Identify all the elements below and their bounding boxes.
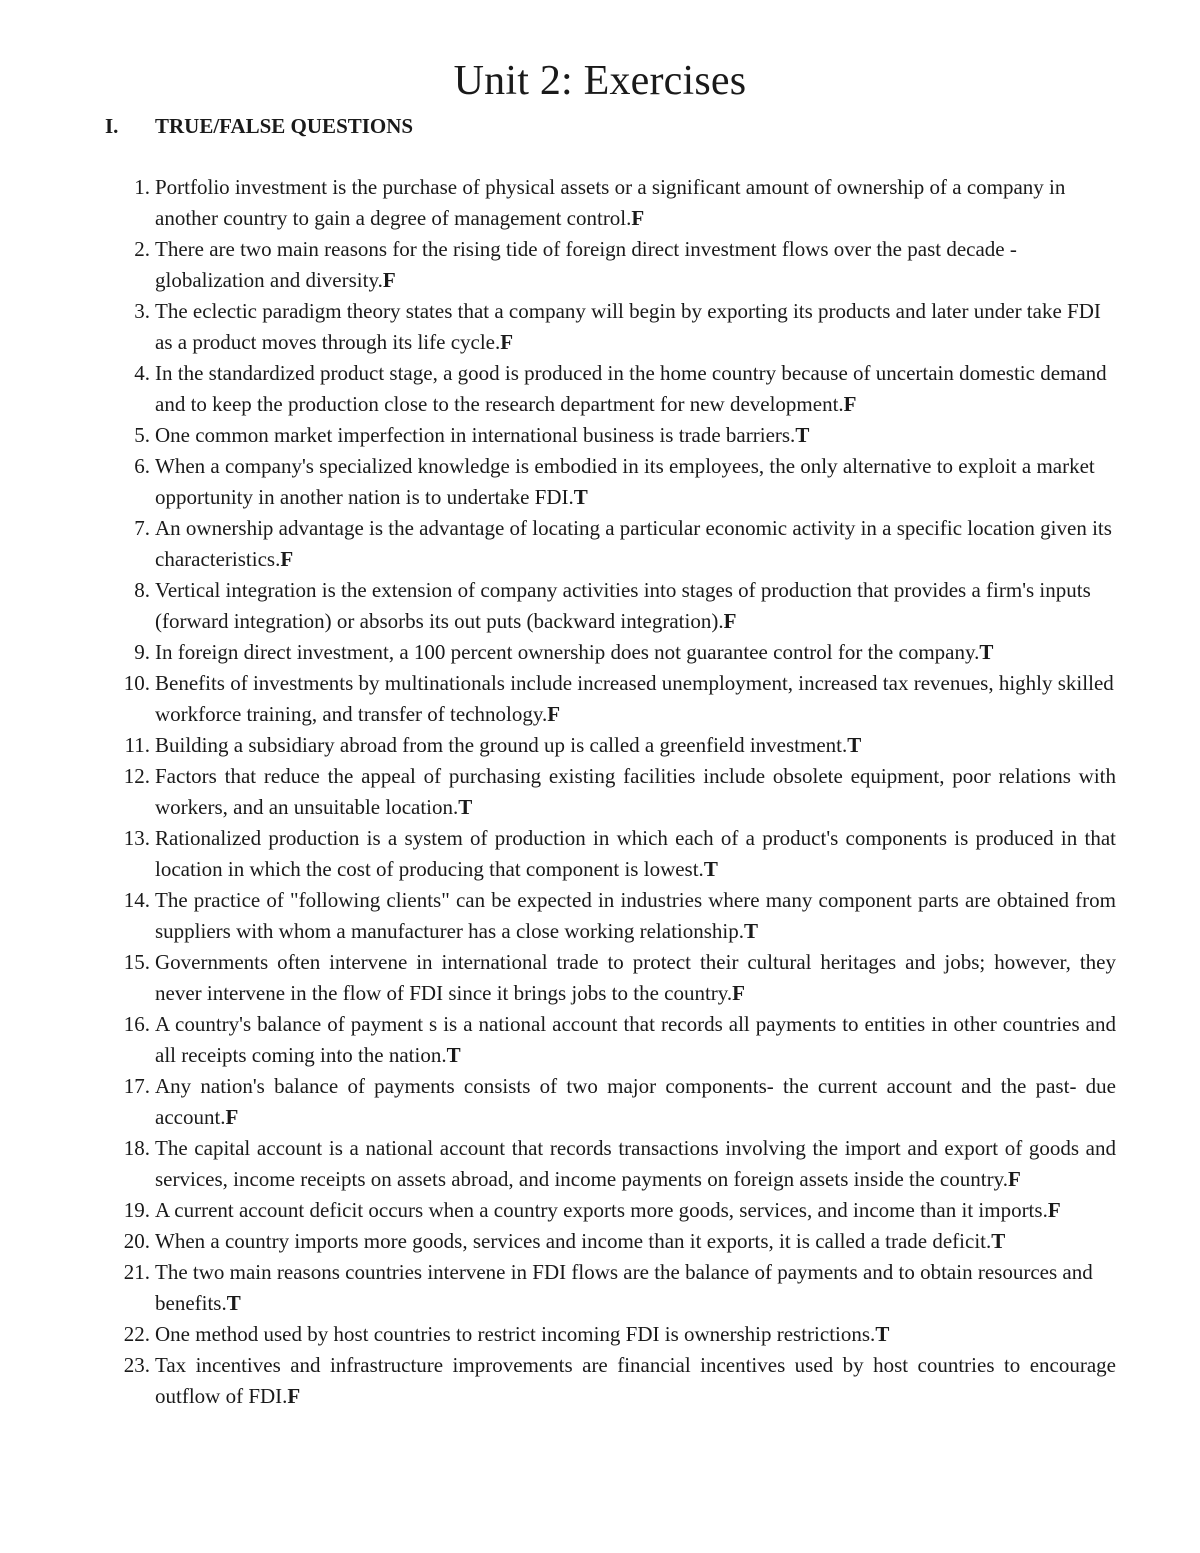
question-number: 8. xyxy=(134,578,150,602)
question-text: The capital account is a national account that records transactions involving the import and export of goods and services, income receipts on assets abroad, and income payments on foreign assets inside the country. xyxy=(155,1136,1116,1191)
question-answer: T xyxy=(991,1229,1006,1253)
question-number: 17. xyxy=(123,1074,150,1098)
question-item xyxy=(100,358,1116,420)
question-number: 11. xyxy=(124,733,150,757)
question-text-wrapper xyxy=(155,1226,1116,1257)
question-item xyxy=(100,730,1116,761)
question-text: An ownership advantage is the advantage of locating a particular economic activity in a specific location given its characteristics. xyxy=(155,516,1112,571)
question-text-wrapper xyxy=(155,637,1116,668)
question-answer: F xyxy=(1047,1198,1061,1222)
question-text: The eclectic paradigm theory states that a company will begin by exporting its products and later under take FDI as a product moves through its life cycle. xyxy=(155,299,1101,354)
question-text-wrapper xyxy=(155,823,1116,885)
question-text-wrapper xyxy=(155,1009,1116,1071)
question-answer: F xyxy=(547,702,561,726)
question-text-wrapper xyxy=(155,451,1116,513)
question-item xyxy=(100,1319,1116,1350)
question-item xyxy=(100,234,1116,296)
question-number: 13. xyxy=(123,826,150,850)
question-text: When a country imports more goods, services and income than it exports, it is called a trade deficit. xyxy=(155,1229,992,1253)
question-item xyxy=(100,1133,1116,1195)
question-text: Vertical integration is the extension of company activities into stages of production that provides a firm's inputs (forward integration) or absorbs its out puts (backward integration). xyxy=(155,578,1091,633)
question-item xyxy=(100,513,1116,575)
question-number: 23. xyxy=(123,1353,150,1377)
question-number: 14. xyxy=(123,888,150,912)
question-answer: F xyxy=(1007,1167,1021,1191)
section-number: I. xyxy=(105,114,119,138)
question-text: When a company's specialized knowledge is embodied in its employees, the only alternative to exploit a market opportunity in another nation is to undertake FDI. xyxy=(155,454,1095,509)
question-text-wrapper xyxy=(155,172,1116,234)
question-answer: T xyxy=(226,1291,241,1315)
question-list xyxy=(100,172,1116,1412)
question-answer: F xyxy=(382,268,396,292)
question-text-wrapper xyxy=(155,1133,1116,1195)
question-answer: F xyxy=(723,609,737,633)
question-text: Building a subsidiary abroad from the ground up is called a greenfield investment. xyxy=(155,733,848,757)
question-answer: T xyxy=(446,1043,461,1067)
question-item xyxy=(100,668,1116,730)
question-text: One method used by host countries to restrict incoming FDI is ownership restrictions. xyxy=(155,1322,876,1346)
question-item xyxy=(100,823,1116,885)
question-answer: F xyxy=(287,1384,301,1408)
question-text-wrapper xyxy=(155,296,1116,358)
question-item xyxy=(100,1071,1116,1133)
question-number: 21. xyxy=(123,1260,150,1284)
question-item xyxy=(100,451,1116,513)
question-item xyxy=(100,885,1116,947)
question-item xyxy=(100,1009,1116,1071)
question-text-wrapper xyxy=(155,1350,1116,1412)
question-item xyxy=(100,172,1116,234)
question-number: 20. xyxy=(123,1229,150,1253)
question-text: Portfolio investment is the purchase of physical assets or a significant amount of ownership of a company in another country to gain a degree of management control. xyxy=(155,175,1066,230)
question-text-wrapper xyxy=(155,1071,1116,1133)
question-number: 2. xyxy=(134,237,150,261)
question-answer: F xyxy=(280,547,294,571)
question-answer: T xyxy=(458,795,473,819)
question-text: A current account deficit occurs when a country exports more goods, services, and income than it imports. xyxy=(155,1198,1048,1222)
question-answer: F xyxy=(732,981,745,1005)
question-item xyxy=(100,420,1116,451)
question-number: 12. xyxy=(123,764,150,788)
question-number: 16. xyxy=(123,1012,150,1036)
question-item xyxy=(100,296,1116,358)
question-number: 18. xyxy=(123,1136,150,1160)
question-answer: F xyxy=(631,206,645,230)
question-text: In the standardized product stage, a good is produced in the home country because of uncertain domestic demand and to keep the production close to the research department for new development. xyxy=(155,361,1107,416)
question-item xyxy=(100,1350,1116,1412)
question-text: A country's balance of payment s is a national account that records all payments to entities in other countries and all receipts coming into the nation. xyxy=(155,1012,1116,1067)
question-text: Governments often intervene in international trade to protect their cultural heritages and jobs; however, they never intervene in the flow of FDI since it brings jobs to the country. xyxy=(155,950,1116,1005)
question-text-wrapper xyxy=(155,575,1116,637)
question-text-wrapper xyxy=(155,234,1116,296)
question-text-wrapper xyxy=(155,420,1116,451)
question-item xyxy=(100,947,1116,1009)
section-heading xyxy=(105,112,413,140)
question-text: Any nation's balance of payments consists of two major components- the current account and the past- due account. xyxy=(155,1074,1116,1129)
question-item xyxy=(100,637,1116,668)
question-number: 9. xyxy=(134,640,150,664)
question-text-wrapper xyxy=(155,885,1116,947)
question-number: 7. xyxy=(134,516,150,540)
question-text-wrapper xyxy=(155,947,1116,1009)
question-answer: T xyxy=(875,1322,890,1346)
question-text-wrapper xyxy=(155,1319,1116,1350)
question-answer: F xyxy=(225,1105,239,1129)
question-text-wrapper xyxy=(155,761,1116,823)
question-answer: F xyxy=(500,330,514,354)
question-number: 15. xyxy=(123,950,150,974)
question-text: One common market imperfection in international business is trade barriers. xyxy=(155,423,796,447)
question-answer: F xyxy=(843,392,857,416)
question-answer: T xyxy=(703,857,718,881)
question-number: 4. xyxy=(134,361,150,385)
question-text: Factors that reduce the appeal of purchasing existing facilities include obsolete equipment, poor relations with workers, and an unsuitable location. xyxy=(155,764,1116,819)
question-number: 1. xyxy=(134,175,150,199)
question-number: 22. xyxy=(123,1322,150,1346)
page-title: Unit 2: Exercises xyxy=(453,58,747,104)
question-item xyxy=(100,761,1116,823)
question-text: There are two main reasons for the rising tide of foreign direct investment flows over the past decade - globalization and diversity. xyxy=(155,237,1017,292)
question-number: 6. xyxy=(134,454,150,478)
question-text: The two main reasons countries intervene in FDI flows are the balance of payments and to obtain resources and benefits. xyxy=(155,1260,1093,1315)
question-text: Tax incentives and infrastructure improvements are financial incentives used by host countries to encourage outflow of FDI. xyxy=(155,1353,1116,1408)
question-item xyxy=(100,1226,1116,1257)
question-number: 19. xyxy=(123,1198,150,1222)
section-title: TRUE/FALSE QUESTIONS xyxy=(155,114,414,138)
question-answer: T xyxy=(744,919,759,943)
question-item xyxy=(100,575,1116,637)
question-answer: T xyxy=(795,423,810,447)
question-text-wrapper xyxy=(155,1195,1116,1226)
question-text-wrapper xyxy=(155,1257,1116,1319)
question-text: Rationalized production is a system of production in which each of a product's components is produced in that location in which the cost of producing that component is lowest. xyxy=(155,826,1116,881)
question-number: 5. xyxy=(134,423,150,447)
question-text-wrapper xyxy=(155,730,1116,761)
question-number: 3. xyxy=(134,299,150,323)
question-text-wrapper xyxy=(155,358,1116,420)
question-answer: T xyxy=(573,485,588,509)
question-text: The practice of "following clients" can be expected in industries where many component parts are obtained from suppliers with whom a manufacturer has a close working relationship. xyxy=(155,888,1116,943)
question-answer: T xyxy=(847,733,862,757)
question-item xyxy=(100,1195,1116,1226)
question-text-wrapper xyxy=(155,513,1116,575)
question-text: In foreign direct investment, a 100 percent ownership does not guarantee control for the company. xyxy=(155,640,980,664)
question-text-wrapper xyxy=(155,668,1116,730)
question-answer: T xyxy=(979,640,994,664)
question-item xyxy=(100,1257,1116,1319)
question-number: 10. xyxy=(123,671,150,695)
question-text: Benefits of investments by multinationals include increased unemployment, increased tax revenues, highly skilled workforce training, and transfer of technology. xyxy=(155,671,1114,726)
